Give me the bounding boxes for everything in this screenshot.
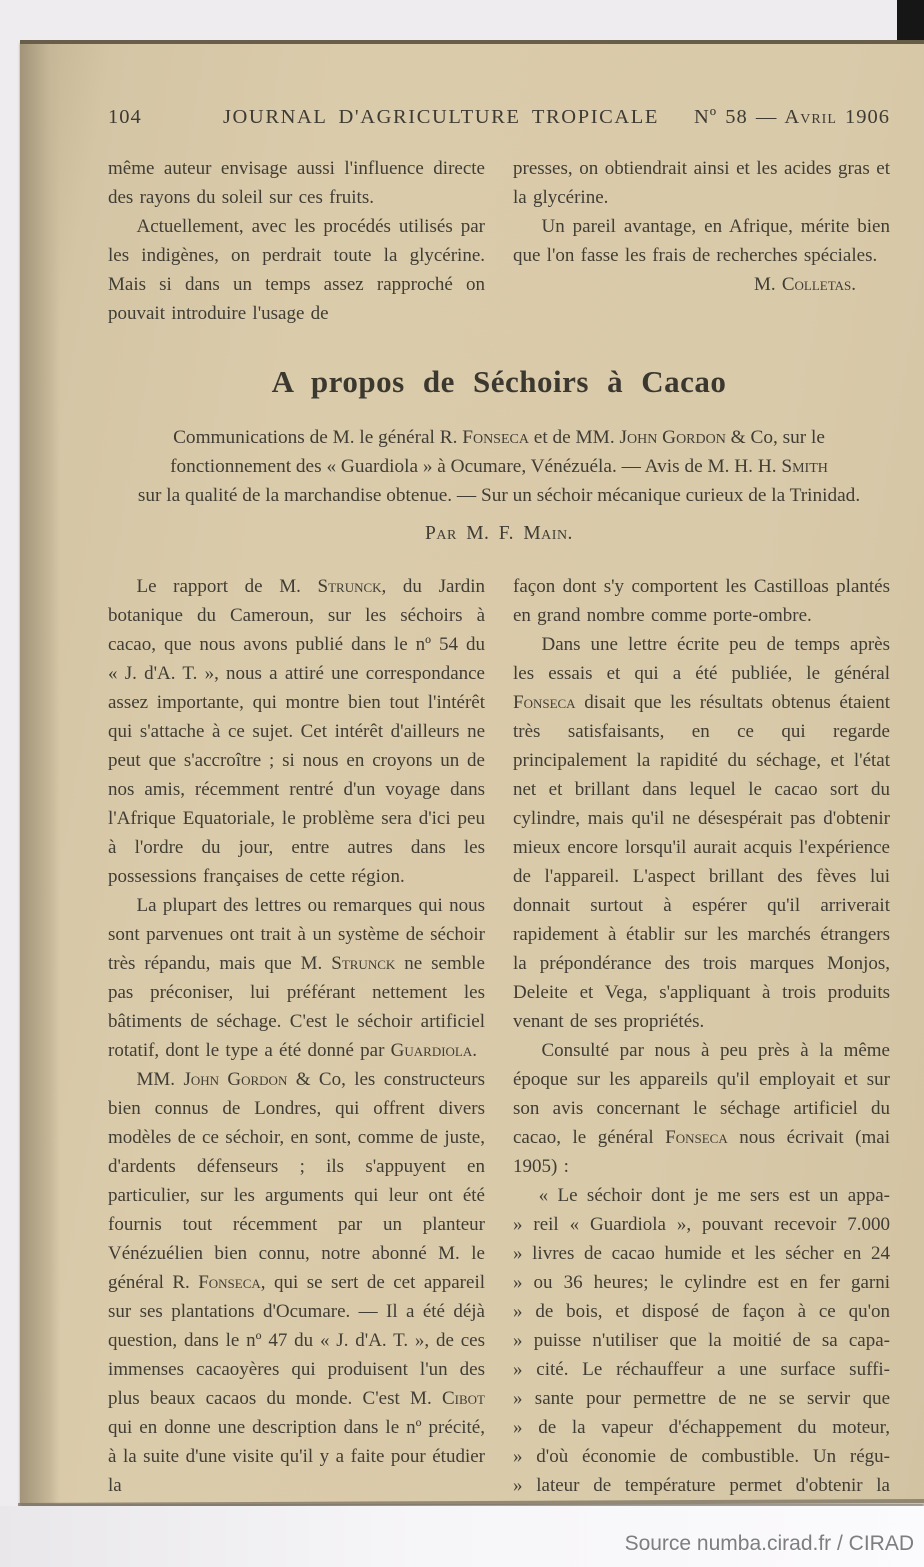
small-caps-name: Strunck	[331, 953, 396, 974]
text-run: sur la qualité de la marchandise obtenue. — Sur un séchoir mécanique curieux de la Trinidad.	[137, 485, 861, 506]
quote-line: » lateur de température permet d'obtenir la	[513, 1475, 890, 1496]
text-run: .	[851, 274, 856, 295]
quote-line: « Le séchoir dont je me sers est un appa-	[538, 1185, 890, 1206]
page-header	[108, 106, 890, 129]
text-run: MM.	[136, 1069, 184, 1090]
text-run: Actuellement, avec les procédés utilisés par les indigènes, on perdrait toute la glycérine. Mais si dans un temps assez rapproché on pouvait introduire l'usage de	[108, 216, 485, 324]
small-caps-name: Strunck	[317, 576, 382, 597]
text-run: Un pareil avantage, en Afrique, mérite bien que l'on fasse les frais de recherches spéciales.	[513, 216, 890, 266]
text-run: presses, on obtiendrait ainsi et les acides gras et la glycérine.	[513, 158, 890, 208]
article-subtitle	[108, 423, 890, 510]
paragraph	[108, 212, 485, 328]
source-attribution	[625, 1532, 914, 1556]
small-caps-name: Fonseca	[665, 1127, 728, 1148]
page-number: 104	[108, 106, 142, 128]
column-right	[513, 572, 890, 1500]
text-run: Consulté par nous à peu près à la même époque sur les appareils qu'il employait et sur son avis concernant le séchage artificiel du cacao, le général	[513, 1040, 890, 1148]
paragraph	[513, 154, 890, 212]
article-title: A propos de Séchoirs à Cacao	[271, 364, 727, 399]
source-text: Source numba.cirad.fr / CIRAD	[624, 1532, 914, 1555]
journal-title: JOURNAL D'AGRICULTURE TROPICALE	[222, 106, 660, 128]
text-run: et de MM.	[528, 427, 620, 448]
column-right	[513, 154, 890, 328]
paragraph	[513, 1036, 890, 1181]
small-caps-name: Fonseca	[462, 427, 529, 448]
text-run: La plupart des lettres ou remarques qui nous sont parvenues ont trait à un système de séchoir très répandu, mais que M.	[108, 895, 485, 974]
scanned-page	[20, 40, 924, 1504]
small-caps-name: John Gordon	[619, 427, 726, 448]
quote-line: » de bois, et disposé de façon à ce qu'on	[513, 1301, 890, 1322]
small-caps-name: Smith	[781, 456, 828, 477]
text-run: façon dont s'y comportent les Castilloas plantés en grand nombre comme porte-ombre.	[513, 576, 890, 626]
paragraph	[108, 452, 890, 481]
paragraph	[108, 891, 485, 1065]
article-byline: Par M. F. Main.	[425, 523, 573, 544]
paragraph	[108, 1065, 485, 1500]
quote-line: » cité. Le réchauffeur a une surface suffi-	[513, 1359, 890, 1380]
quote-line: » puisse n'utiliser que la moitié de sa capa-	[513, 1330, 890, 1351]
paragraph	[108, 154, 485, 212]
column-left	[108, 154, 485, 328]
paragraph	[513, 630, 890, 1036]
issue-info: Nº 58 — Avril 1906	[694, 106, 890, 128]
book-spine-edge	[20, 44, 60, 1504]
text-run: & Co, les constructeurs bien connus de Londres, qui offrent divers modèles de ce séchoir, en sont, comme de juste, d'ardents défenseurs ; ils s'appuyent en particulier, sur les arguments qui leur ont été fournis tout récemment par un planteur Vénézuélien bien connu, notre abonné M. le général R.	[108, 1069, 486, 1293]
quote-line: » d'où économie de combustible. Un régu-	[513, 1446, 890, 1467]
small-caps-name: John Gordon	[183, 1069, 288, 1090]
text-run: .	[472, 1040, 478, 1061]
text-run: , du Jardin botanique du Cameroun, sur les séchoirs à cacao, que nous avons publié dans le nº 54 du « J. d'A. T. », nous a attiré une correspondance assez importante, qui montre bien tout l'intérêt qui s'attache à ce sujet. Cet intérêt d'ailleurs ne peut que s'accroître ; si nous en croyons un de nos amis, récemment rentré d'un voyage dans l'Afrique Equatoriale, le problème sera d'ici peu à l'ordre du jour, entre autres dans les possessions françaises de cette région.	[108, 576, 486, 887]
text-run: Dans une lettre écrite peu de temps après les essais et qui a été publiée, le général	[513, 634, 890, 684]
text-run: disait que les résultats obtenus étaient très satisfaisants, en ce qui regarde principalement la rapidité du séchage, et l'état net et brillant dans lequel le cacao sort du cylindre, mais qu'il ne désespérait pas d'obtenir mieux encore lorsqu'il aurait acquis l'expérience de l'appareil. L'aspect brillant des fèves lui donnait surtout à espérer qu'il arriverait rapidement à établir sur les marchés étrangers la prépondérance des trois marques Monjos, Deleite et Vega, s'appliquant à trois produits venant de ses propriétés.	[513, 692, 890, 1032]
quote-line: » livres de cacao humide et les sécher en 24	[513, 1243, 890, 1264]
text-run: nous écrivait (mai 1905) :	[513, 1127, 890, 1177]
quote-line: » reil « Guardiola », pouvant recevoir 7.000	[513, 1214, 890, 1235]
small-caps-name: Colletas	[781, 274, 852, 295]
text-run: même auteur envisage aussi l'influence directe des rayons du soleil sur ces fruits.	[108, 158, 485, 208]
text-run: Le rapport de M.	[136, 576, 318, 597]
quote-block	[513, 1181, 890, 1500]
quote-line: » de la vapeur d'échappement du moteur,	[513, 1417, 890, 1438]
previous-article-end	[108, 154, 890, 328]
column-left	[108, 572, 485, 1500]
text-run: fonctionnement des « Guardiola » à Ocumare, Vénézuéla. — Avis de M. H. H.	[170, 456, 782, 477]
text-run: Communications de M. le général R.	[173, 427, 463, 448]
small-caps-name: Fonseca	[513, 692, 576, 713]
author-signature	[513, 270, 890, 299]
small-caps-name: Cibot	[441, 1388, 485, 1409]
text-run: M.	[753, 274, 782, 295]
text-run: ne semble pas préconiser, lui préférant nettement les bâtiments de séchage. C'est le séchoir artificiel rotatif, dont le type a été donné par	[108, 953, 485, 1061]
paragraph	[108, 423, 890, 452]
small-caps-name: Fonseca	[198, 1272, 261, 1293]
paragraph	[108, 481, 890, 510]
quote-line: » sante pour permettre de ne se servir que	[513, 1388, 890, 1409]
text-run: , qui se sert de cet appareil sur ses plantations d'Ocumare. — Il a été déjà question, dans le nº 47 du « J. d'A. T. », de ces immenses cacaoyères qui produisent l'un des plus beaux cacaos du monde. C'est M.	[108, 1272, 485, 1409]
quote-line: » ou 36 heures; le cylindre est en fer garni	[513, 1272, 890, 1293]
small-caps-name: Guardiola	[390, 1040, 473, 1061]
article-body	[108, 572, 890, 1500]
page-content	[108, 106, 890, 1500]
paragraph	[513, 212, 890, 270]
paragraph	[513, 572, 890, 630]
paragraph	[108, 572, 485, 891]
text-run: & Co, sur le	[725, 427, 825, 448]
text-run: qui en donne une description dans le nº précité, à la suite d'une visite qu'il y a faite pour étudier la	[108, 1417, 485, 1496]
